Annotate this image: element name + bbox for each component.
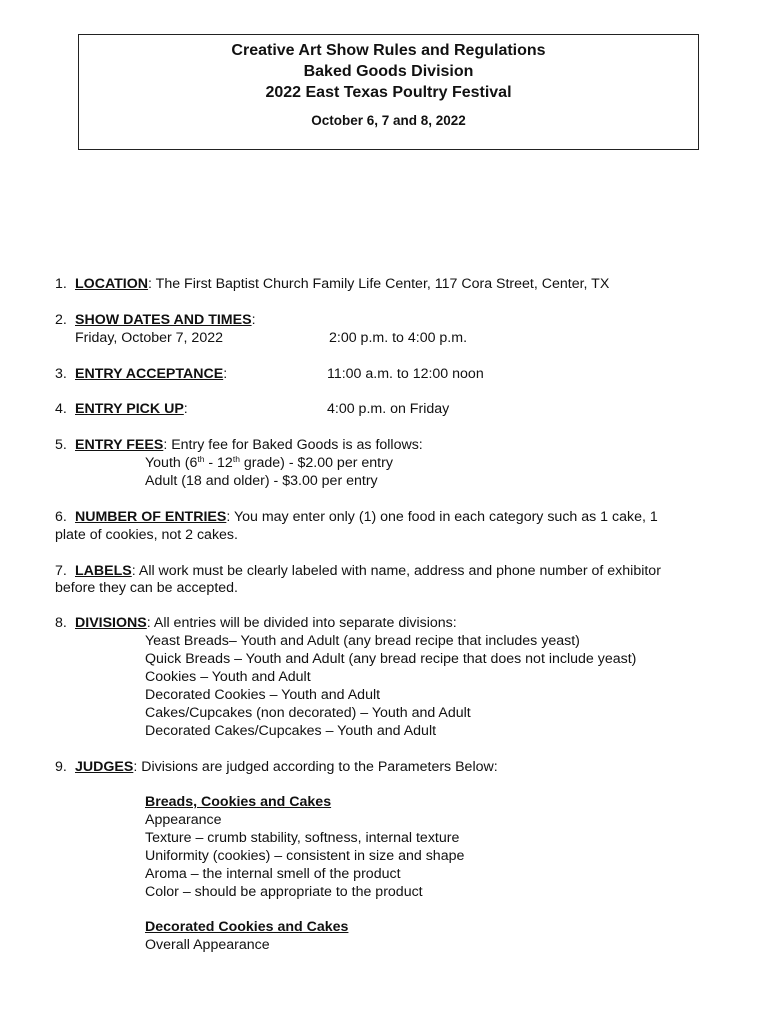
title-box <box>78 34 699 150</box>
judging-criterion: Color – should be appropriate to the product <box>145 884 423 900</box>
rule-heading: NUMBER OF ENTRIES <box>75 509 227 525</box>
rule-text: : <box>223 366 228 382</box>
rule-number: 9. <box>55 759 67 775</box>
judging-group-title: Decorated Cookies and Cakes <box>145 919 349 935</box>
rule-heading: SHOW DATES AND TIMES <box>75 312 252 328</box>
division-title: Baked Goods Division <box>303 63 474 80</box>
judging-criterion: Texture – crumb stability, softness, internal texture <box>145 830 460 846</box>
division-item: Cookies – Youth and Adult <box>145 669 311 685</box>
rule-heading: ENTRY PICK UP <box>75 401 184 417</box>
document-title: Creative Art Show Rules and Regulations <box>231 42 546 59</box>
rule-heading: JUDGES <box>75 759 134 775</box>
festival-dates: October 6, 7 and 8, 2022 <box>311 113 466 128</box>
rule-labels <box>55 562 661 580</box>
rule-text: : You may enter only (1) one food in each category such as 1 cake, 1 <box>226 509 658 525</box>
division-item: Decorated Cakes/Cupcakes – Youth and Adult <box>145 723 437 739</box>
rule-entry-fees <box>55 436 423 454</box>
rule-number: 2. <box>55 312 67 328</box>
show-date-row <box>75 329 675 347</box>
judging-group-title: Breads, Cookies and Cakes <box>145 794 332 810</box>
division-item: Cakes/Cupcakes (non decorated) – Youth and Adult <box>145 705 471 721</box>
ordinal-suffix: th <box>232 454 240 464</box>
rule-heading: LABELS <box>75 563 132 579</box>
rule-entry-pickup <box>55 400 655 418</box>
division-item: Decorated Cookies – Youth and Adult <box>145 687 381 703</box>
rule-text: : Entry fee for Baked Goods is as follows: <box>163 437 423 453</box>
rule-heading: DIVISIONS <box>75 615 147 631</box>
fee-youth <box>145 454 393 472</box>
rule-text: : The First Baptist Church Family Life Center, 117 Cora Street, Center, TX <box>148 276 610 292</box>
rule-number: 8. <box>55 615 67 631</box>
judging-criterion: Appearance <box>145 812 222 828</box>
show-date: Friday, October 7, 2022 <box>75 330 223 346</box>
rule-location <box>55 275 609 293</box>
rule-text: : <box>183 401 188 417</box>
fee-youth-text: - 12 <box>204 455 233 471</box>
division-item: Yeast Breads– Youth and Adult (any bread recipe that includes yeast) <box>145 633 580 649</box>
rule-labels-cont: before they can be accepted. <box>55 580 238 596</box>
judging-criterion: Uniformity (cookies) – consistent in size and shape <box>145 848 465 864</box>
rule-divisions <box>55 614 457 632</box>
rule-text: : <box>251 312 256 328</box>
rule-entry-acceptance <box>55 365 655 383</box>
fee-youth-text: grade) - $2.00 per entry <box>239 455 393 471</box>
rule-number: 1. <box>55 276 67 292</box>
festival-title: 2022 East Texas Poultry Festival <box>265 84 512 101</box>
rule-number: 6. <box>55 509 67 525</box>
rule-number-of-entries <box>55 508 658 526</box>
rule-number: 3. <box>55 366 67 382</box>
rule-heading: LOCATION <box>75 276 149 292</box>
rule-number: 4. <box>55 401 67 417</box>
division-item: Quick Breads – Youth and Adult (any bread recipe that does not include yeast) <box>145 651 637 667</box>
rule-show-dates <box>55 311 256 329</box>
judging-criterion: Aroma – the internal smell of the product <box>145 866 401 882</box>
rule-text: : All work must be clearly labeled with name, address and phone number of exhibitor <box>131 563 661 579</box>
rule-number-of-entries-cont: plate of cookies, not 2 cakes. <box>55 527 238 543</box>
rule-number: 5. <box>55 437 67 453</box>
rule-heading: ENTRY ACCEPTANCE <box>75 366 224 382</box>
acceptance-time: 11:00 a.m. to 12:00 noon <box>327 366 484 382</box>
fee-youth-text: Youth (6 <box>145 455 198 471</box>
rule-heading: ENTRY FEES <box>75 437 164 453</box>
ordinal-suffix: th <box>197 454 205 464</box>
pickup-time: 4:00 p.m. on Friday <box>327 401 450 417</box>
judging-criterion: Overall Appearance <box>145 937 270 953</box>
fee-adult: Adult (18 and older) - $3.00 per entry <box>145 473 378 489</box>
rule-judges <box>55 758 498 776</box>
rule-text: : All entries will be divided into separate divisions: <box>146 615 457 631</box>
rule-number: 7. <box>55 563 67 579</box>
rule-text: : Divisions are judged according to the Parameters Below: <box>133 759 498 775</box>
show-time: 2:00 p.m. to 4:00 p.m. <box>329 330 468 346</box>
